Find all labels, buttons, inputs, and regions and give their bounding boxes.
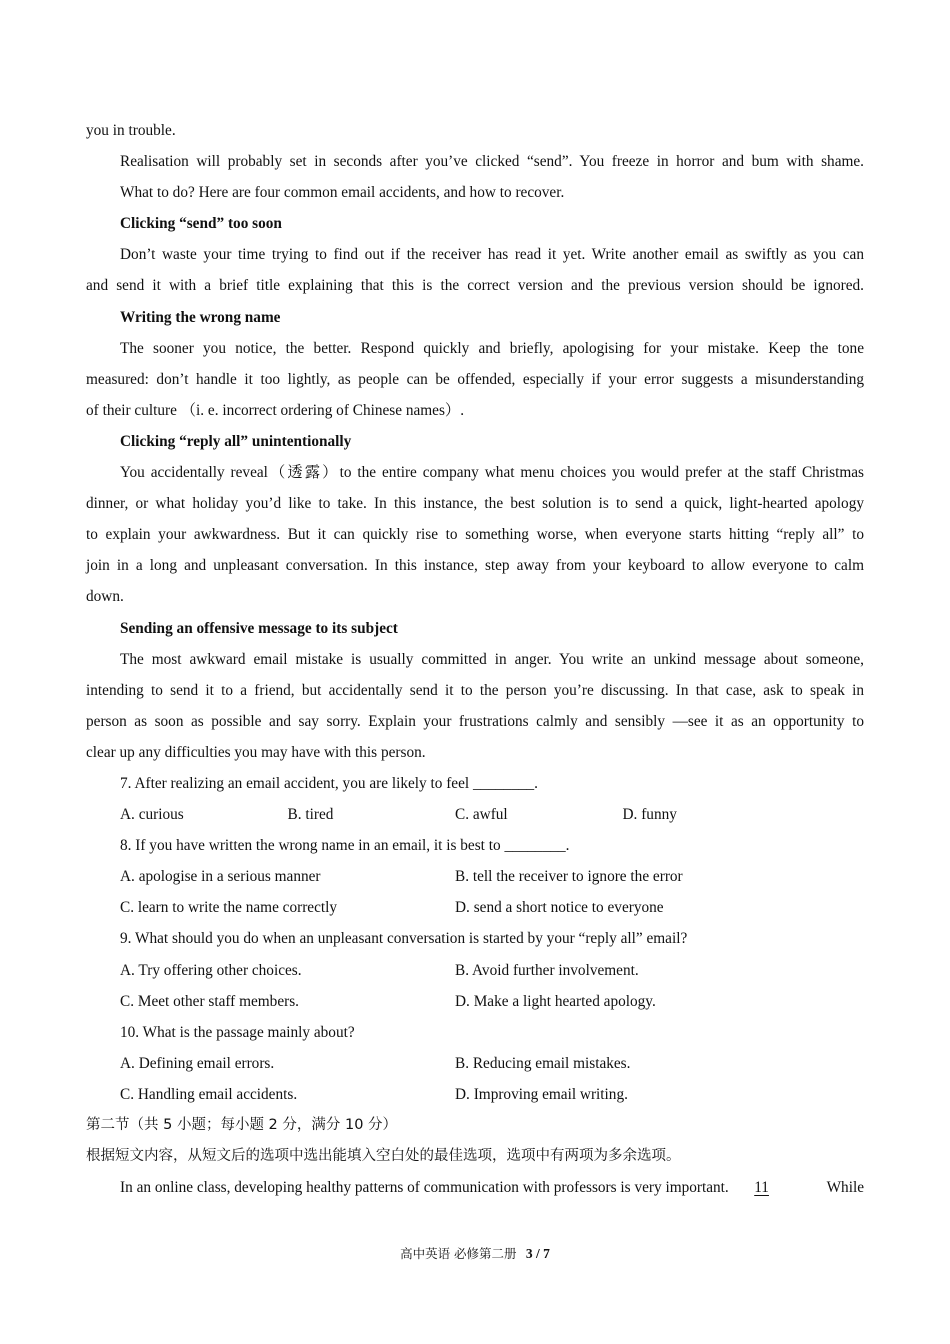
page-number: 3 / 7 [525,1246,550,1261]
passage-line: clear up any difficulties you may have with this person. [86,743,426,761]
options-row [86,799,864,830]
section-heading: Clicking “reply all” unintentionally [120,432,352,450]
cloze-text-before: In an online class, developing healthy patterns of communication with professors is very important. [120,1179,729,1197]
options-row [86,1048,864,1079]
section-heading: Clicking “send” too soon [120,215,282,233]
answer-option[interactable]: B. tell the receiver to ignore the error [455,868,683,886]
passage-line: What to do? Here are four common email accidents, and how to recover. [120,184,565,202]
document-page [86,115,864,1203]
section-heading: Writing the wrong name [120,308,281,326]
cloze-text-after: While [826,1179,864,1197]
answer-option[interactable]: A. apologise in a serious manner [120,868,321,886]
options-row [86,986,864,1017]
cloze-paragraph [86,1172,864,1203]
section-instruction: 根据短文内容，从短文后的选项中选出能填入空白处的最佳选项，选项中有两项为多余选项。 [86,1148,681,1165]
options-row [86,955,864,986]
options-row [86,861,864,892]
passage-line: You accidentally reveal（透露）to the entire company what menu choices you would prefer at the staff Christmas [120,464,864,482]
cloze-text [120,1172,791,1203]
options-row [86,1079,864,1110]
answer-option[interactable]: D. funny [622,806,677,824]
cloze-blank: 11 [754,1179,769,1197]
passage-line: Realisation will probably set in seconds after you’ve clicked “send”. You freeze in horror and bum with shame. [120,153,864,171]
answer-option[interactable]: A. Defining email errors. [120,1054,275,1072]
answer-option[interactable]: D. send a short notice to everyone [455,899,664,917]
question-stem: 10. What is the passage mainly about? [120,1023,355,1041]
answer-option[interactable]: C. learn to write the name correctly [120,899,338,917]
answer-option[interactable]: C. Meet other staff members. [120,992,299,1010]
question-list [86,768,864,1110]
answer-option[interactable]: C. Handling email accidents. [120,1085,298,1103]
passage-line: measured: don’t handle it too lightly, as people can be offended, especially if your error suggests a misunderstanding [86,370,864,388]
answer-option[interactable]: A. curious [120,806,184,824]
passage-line: join in a long and unpleasant conversation. In this instance, step away from your keyboard to allow everyone to calm [86,557,864,575]
passage-line: person as soon as possible and say sorry. Explain your frustrations calmly and sensibly —see it as an opportunity to [86,712,864,730]
passage-line: dinner, or what holiday you’d like to take. In this instance, the best solution is to send a quick, light-hearted apology [86,495,864,513]
passage-line: The sooner you notice, the better. Respond quickly and briefly, apologising for your mistake. Keep the tone [120,339,864,357]
answer-option[interactable]: D. Make a light hearted apology. [455,992,656,1010]
answer-option[interactable]: B. Avoid further involvement. [455,961,639,979]
answer-option[interactable]: B. Reducing email mistakes. [455,1054,631,1072]
passage-line: to explain your awkwardness. But it can quickly rise to something worse, when everyone starts hitting “reply all” to [86,526,864,544]
question-stem: 7. After realizing an email accident, you are likely to feel ________. [120,774,538,792]
passage-line: Don’t waste your time trying to find out if the receiver has read it yet. Write another email as swiftly as you can [120,246,864,264]
passage-line: The most awkward email mistake is usually committed in anger. You write an unkind message about someone, [120,650,864,668]
question-stem: 8. If you have written the wrong name in an email, it is best to ________. [120,837,570,855]
options-row [86,892,864,923]
passage-line: intending to send it to a friend, but accidentally send it to the person you’re discussing. In that case, ask to speak in [86,681,864,699]
passage-line: you in trouble. [86,122,176,139]
page-footer [0,1243,950,1265]
passage-line: and send it with a brief title explaining that this is the correct version and the previous version should be ignored. [86,277,864,295]
reading-passage [86,115,864,768]
answer-option[interactable]: B. tired [287,806,334,824]
answer-option[interactable]: A. Try offering other choices. [120,961,302,979]
answer-option[interactable]: D. Improving email writing. [455,1085,628,1103]
footer-subject: 高中英语 必修第二册 [400,1246,517,1261]
passage-line: of their culture （i. e. incorrect ordering of Chinese names）. [86,401,465,419]
passage-line: down. [86,588,124,606]
question-stem: 9. What should you do when an unpleasant conversation is started by your “reply all” email? [120,930,688,948]
section-title: 第二节（共 5 小题；每小题 2 分，满分 10 分） [86,1117,398,1133]
answer-option[interactable]: C. awful [455,806,508,824]
section-heading: Sending an offensive message to its subject [120,619,398,637]
